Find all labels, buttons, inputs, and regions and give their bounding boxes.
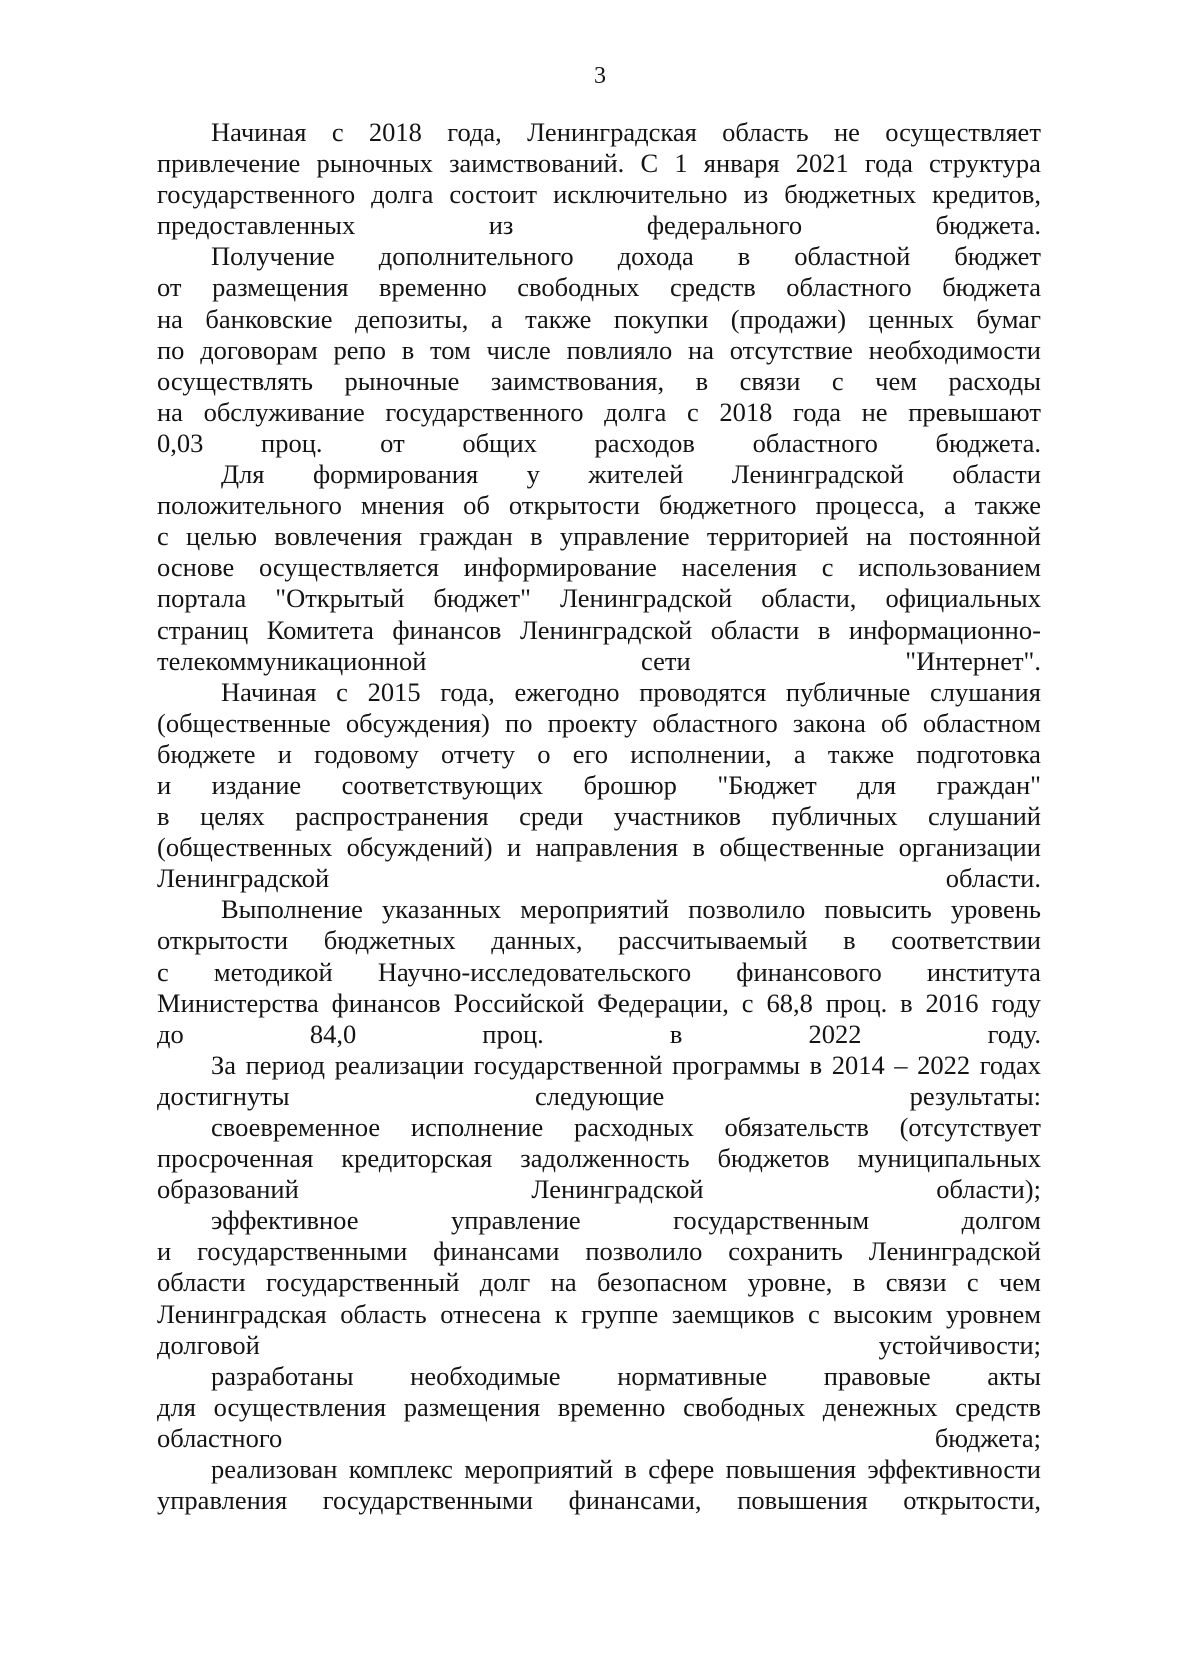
text-line: реализован комплекс мероприятий в сфере повышения эффективности	[211, 1454, 1041, 1485]
text-line: Получение дополнительного дохода в областной бюджет	[211, 241, 1041, 272]
text-line: государственного долга состоит исключительно из бюджетных кредитов,	[157, 179, 1041, 210]
text-line: образований Ленинградской области);	[157, 1174, 1041, 1205]
text-line: Министерства финансов Российской Федерации, с 68,8 проц. в 2016 году	[157, 987, 1041, 1018]
text-line: портала "Открытый бюджет" Ленинградской области, официальных	[157, 583, 1041, 614]
text-line: долговой устойчивости;	[157, 1329, 1041, 1360]
paragraph	[157, 1205, 1041, 1360]
text-line: Ленинградской области.	[157, 863, 1041, 894]
document-body	[157, 117, 1041, 1516]
text-line: областного бюджета;	[157, 1422, 1041, 1453]
text-line: Начиная с 2018 года, Ленинградская область не осуществляет	[211, 117, 1041, 147]
text-line: своевременное исполнение расходных обязательств (отсутствует	[211, 1112, 1041, 1142]
text-line: области государственный долг на безопасном уровне, в связи с чем	[157, 1267, 1041, 1298]
text-line: и издание соответствующих брошюр "Бюджет для граждан"	[157, 769, 1041, 800]
paragraph	[157, 459, 1041, 677]
text-line: основе осуществляется информирование населения с использованием	[157, 552, 1041, 583]
text-line: Начиная с 2015 года, ежегодно проводятся публичные слушания	[221, 676, 1041, 707]
text-line: предоставленных из федерального бюджета.	[157, 210, 1041, 241]
text-line: Ленинградская область отнесена к группе заемщиков с высоким уровнем	[157, 1298, 1041, 1329]
paragraph	[157, 241, 1041, 459]
text-line: осуществлять рыночные заимствования, в связи с чем расходы	[157, 365, 1041, 396]
text-line: бюджете и годовому отчету о его исполнении, а также подготовка	[157, 738, 1041, 769]
text-line: и государственными финансами позволило сохранить Ленинградской	[157, 1236, 1041, 1267]
text-line: положительного мнения об открытости бюджетного процесса, а также	[157, 490, 1041, 521]
paragraph	[157, 1112, 1041, 1205]
text-line: на обслуживание государственного долга с 2018 года не превышают	[157, 396, 1041, 427]
page-number: 3	[594, 63, 606, 89]
paragraph	[157, 1361, 1041, 1454]
text-line: для осуществления размещения временно свободных денежных средств	[157, 1391, 1041, 1422]
text-line: на банковские депозиты, а также покупки (продажи) ценных бумаг	[157, 303, 1041, 334]
text-line: разработаны необходимые нормативные правовые акты	[211, 1360, 1041, 1391]
text-line: страниц Комитета финансов Ленинградской области в информационно-	[157, 614, 1041, 645]
text-line: Для формирования у жителей Ленинградской области	[221, 459, 1041, 490]
text-line: открытости бюджетных данных, рассчитываемый в соответствии	[157, 925, 1041, 956]
text-line: За период реализации государственной программы в 2014 – 2022 годах	[211, 1049, 1041, 1080]
paragraph	[157, 677, 1041, 895]
text-line: в целях распространения среди участников публичных слушаний	[157, 801, 1041, 832]
paragraph	[157, 117, 1041, 241]
paragraph	[157, 894, 1041, 1049]
text-line: 0,03 проц. от общих расходов областного бюджета.	[157, 427, 1041, 458]
text-line: до 84,0 проц. в 2022 году.	[157, 1018, 1041, 1049]
paragraph	[157, 1454, 1041, 1516]
text-line: (общественные обсуждения) по проекту областного закона об областном	[157, 707, 1041, 738]
text-line: с методикой Научно-исследовательского финансового института	[157, 956, 1041, 987]
text-line: от размещения временно свободных средств областного бюджета	[157, 272, 1041, 303]
text-line: эффективное управление государственным долгом	[211, 1205, 1041, 1236]
text-line: просроченная кредиторская задолженность бюджетов муниципальных	[157, 1143, 1041, 1174]
text-line: привлечение рыночных заимствований. С 1 января 2021 года структура	[157, 148, 1041, 179]
text-line: по договорам репо в том числе повлияло на отсутствие необходимости	[157, 334, 1041, 365]
text-line: (общественных обсуждений) и направления в общественные организации	[157, 832, 1041, 863]
text-line: достигнуты следующие результаты:	[157, 1080, 1041, 1111]
text-line: управления государственными финансами, повышения открытости,	[157, 1485, 1041, 1516]
text-line: Выполнение указанных мероприятий позволило повысить уровень	[221, 894, 1041, 925]
paragraph	[157, 1050, 1041, 1112]
text-line: телекоммуникационной сети "Интернет".	[157, 645, 1041, 676]
text-line: с целью вовлечения граждан в управление территорией на постоянной	[157, 521, 1041, 552]
